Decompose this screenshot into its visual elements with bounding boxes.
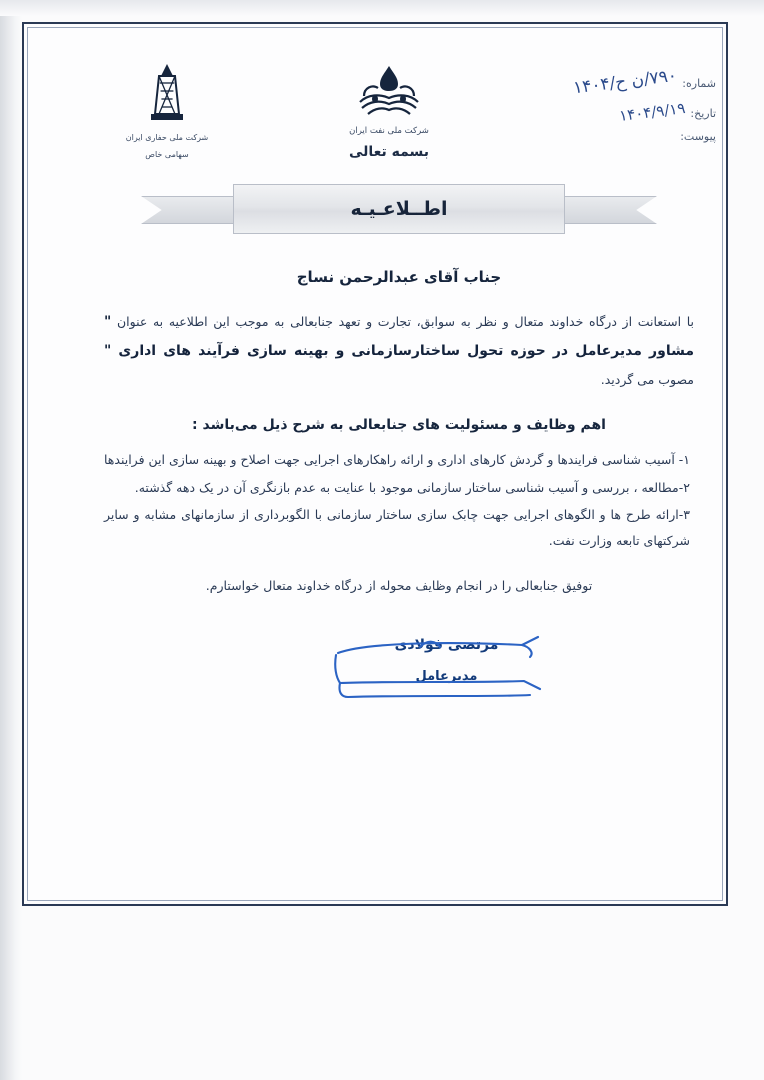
drilling-company-logo-block: [82, 60, 252, 162]
drilling-company-name-line2: سهامی خاص: [145, 149, 189, 159]
list-item: ۲-مطالعه ، بررسی و آسیب شناسی ساختار سازمانی موجود با عنایت به عدم بازنگری آن در یک دهه گذشته.: [134, 479, 690, 495]
registration-date-value: ۱۴۰۴/۹/۱۹: [618, 99, 687, 126]
ribbon-tail-left: [563, 196, 657, 224]
drilling-company-name-line1: شرکت ملی حفاری ایران: [125, 133, 209, 142]
letterhead: [82, 60, 716, 170]
registration-date-row: [526, 98, 716, 127]
niOC-logo-caption: شرکت ملی نفت ایران: [349, 126, 429, 136]
intro-paragraph: [104, 308, 694, 393]
registration-number-value: ۷۹۰/ن ح/۱۴۰۴: [572, 65, 679, 99]
signatory-name: مرتضی فولادی: [394, 636, 499, 653]
intro-text-before: با استعانت از درگاه خداوند متعال و نظر به سوابق، تجارت و تعهد جنابعالی به موجب این اطلاعیه به عنوان: [116, 314, 694, 329]
appointment-title: " مشاور مدیرعامل در حوزه تحول ساختارسازمانی و بهینه سازی فرآیند های اداری ": [104, 314, 694, 360]
scan-edge-shadow-top: [0, 0, 764, 16]
document-frame: [22, 22, 728, 906]
flame-logo-icon: [284, 64, 494, 124]
duties-list: [104, 447, 694, 554]
signature-texts: [354, 637, 539, 684]
scan-edge-shadow-left: [0, 0, 22, 1080]
duties-heading: اهم وظایف و مسئولیت های جنابعالی به شرح ذیل می‌باشد :: [192, 417, 606, 434]
signatory-role: مدیرعامل: [415, 668, 478, 684]
announcement-banner: [82, 176, 716, 262]
ribbon-tail-right: [141, 196, 235, 224]
signature-block: [104, 631, 694, 751]
registration-number-row: [526, 66, 716, 98]
banner-title: اطــلاعـیـه: [350, 198, 448, 220]
registration-date-label: تاریخ:: [690, 107, 716, 121]
letter-body: [82, 268, 716, 751]
banner-plate: [233, 184, 565, 234]
addressee-name: جناب آقای عبدالرحمن نساج: [296, 268, 502, 286]
registration-attachment-label: پیوست:: [680, 129, 716, 143]
list-item: ۱- آسیب شناسی فرایندها و گردش کارهای اداری و ارائه راهکارهای اجرایی جهت اصلاح و بهینه سازی این فرایندها: [104, 452, 690, 468]
document-content: [54, 52, 744, 922]
closing-paragraph: توفیق جنابعالی را در انجام وظایف محوله از درگاه خداوند متعال خواستارم.: [205, 577, 593, 593]
registration-block: [526, 60, 716, 148]
besmeh-taali-text: بسمه تعالی: [348, 144, 430, 160]
list-item: ۳-ارائه طرح ها و الگوهای اجرایی جهت چابک سازی ساختار سازمانی با الگوبرداری از سازمانهای مشابه و سایر شرکتهای تابعه وزارت نفت.: [104, 507, 690, 548]
derrick-tower-icon: [82, 62, 252, 128]
niOC-logo-block: [284, 60, 494, 160]
intro-text-after: مصوب می گردید.: [600, 371, 694, 387]
registration-number-label: شماره:: [682, 77, 716, 90]
